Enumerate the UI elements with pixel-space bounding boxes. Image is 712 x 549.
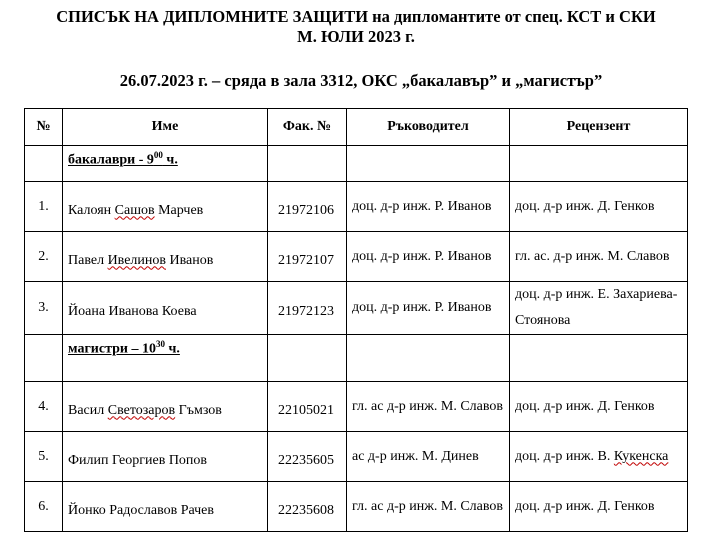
reviewer: доц. д-р инж. Д. Генков (510, 382, 688, 432)
row-number: 1. (25, 182, 63, 232)
section-label-bachelors: бакалаври - $9^{00}$ ч. (63, 146, 268, 182)
supervisor: ас д-р инж. М. Динев (347, 432, 510, 482)
supervisor: доц. д-р инж. Р. Иванов (347, 182, 510, 232)
faculty-number: 21972107 (268, 232, 347, 282)
faculty-number: 21972123 (268, 282, 347, 335)
row-number: 5. (25, 432, 63, 482)
reviewer: доц. д-р инж. Е. Захариева-Стоянова (510, 282, 688, 335)
row-number: 4. (25, 382, 63, 432)
document-title: СПИСЪК НА ДИПЛОМНИТЕ ЗАЩИТИ на дипломантите от спец. КСТ и СКИ (56, 7, 656, 26)
reviewer: доц. д-р инж. В. Кукенска (510, 432, 688, 482)
supervisor: гл. ас д-р инж. М. Славов (347, 482, 510, 532)
header-name: Име (63, 109, 268, 146)
header-supervisor: Ръководител (347, 109, 510, 146)
student-name: Йонко Радославов Рачев (63, 482, 268, 532)
row-number: 6. (25, 482, 63, 532)
student-name: Павел Ивелинов Иванов (63, 232, 268, 282)
faculty-number: 21972106 (268, 182, 347, 232)
defense-schedule-table (24, 108, 688, 532)
section-row-masters (25, 335, 688, 382)
supervisor: доц. д-р инж. Р. Иванов (347, 232, 510, 282)
table-row (25, 182, 688, 232)
table-header-row (25, 109, 688, 146)
table-row (25, 282, 688, 335)
reviewer: доц. д-р инж. Д. Генков (510, 482, 688, 532)
table-row (25, 432, 688, 482)
student-name: Филип Георгиев Попов (63, 432, 268, 482)
table-row (25, 232, 688, 282)
row-number: 3. (25, 282, 63, 335)
table-row (25, 382, 688, 432)
table-row (25, 482, 688, 532)
faculty-number: 22235608 (268, 482, 347, 532)
header-faculty-number: Фак. № (268, 109, 347, 146)
document-subtitle: 26.07.2023 г. – сряда в зала 3312, ОКС „бакалавър” и „магистър” (119, 71, 603, 90)
student-name: Йоана Иванова Коева (63, 282, 268, 335)
faculty-number: 22235605 (268, 432, 347, 482)
faculty-number: 22105021 (268, 382, 347, 432)
document-title-date: М. ЮЛИ 2023 г. (297, 27, 415, 46)
student-name: Калоян Сашов Марчев (63, 182, 268, 232)
header-reviewer: Рецензент (510, 109, 688, 146)
row-number: 2. (25, 232, 63, 282)
supervisor: гл. ас д-р инж. М. Славов (347, 382, 510, 432)
section-label-masters: магистри – $10^{30}$ ч. (63, 335, 268, 382)
section-row-bachelors (25, 146, 688, 182)
header-number: № (25, 109, 63, 146)
reviewer: гл. ас. д-р инж. М. Славов (510, 232, 688, 282)
reviewer: доц. д-р инж. Д. Генков (510, 182, 688, 232)
student-name: Васил Светозаров Гъмзов (63, 382, 268, 432)
supervisor: доц. д-р инж. Р. Иванов (347, 282, 510, 335)
